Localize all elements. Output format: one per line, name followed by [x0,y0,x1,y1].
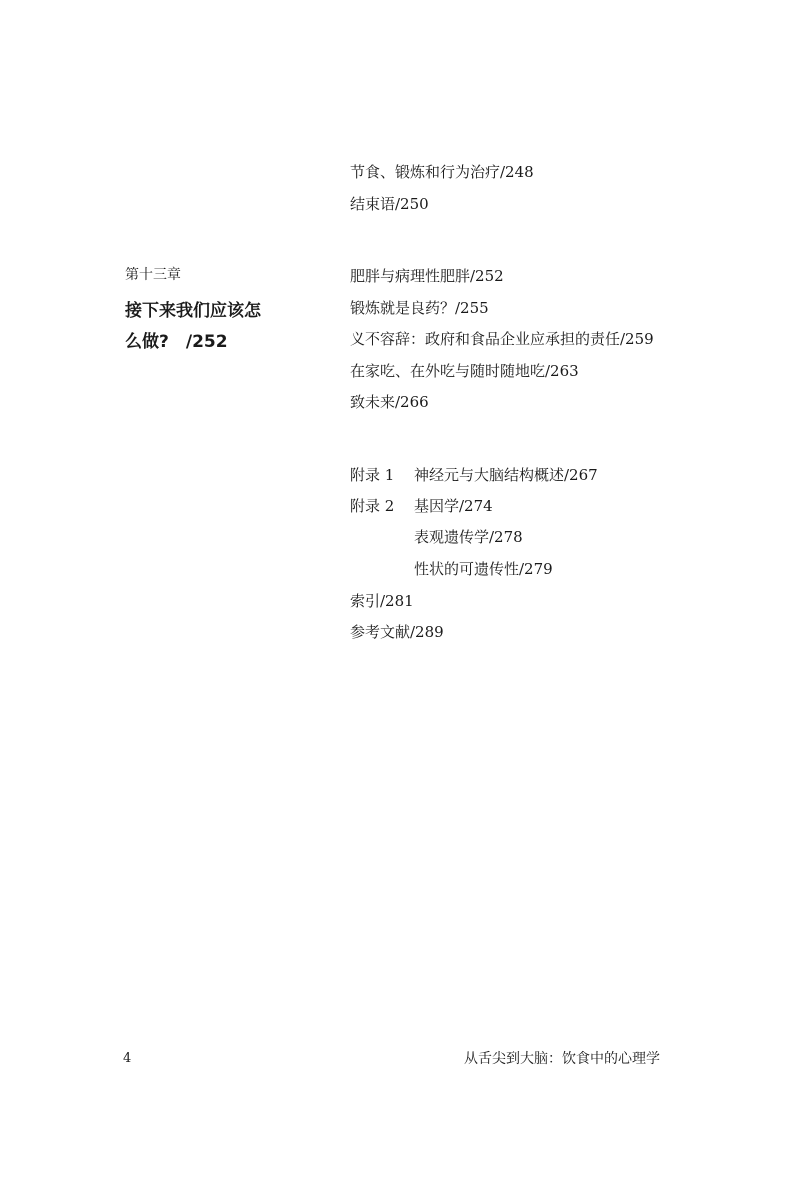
toc-entry: 参考文献/289 [350,623,444,641]
toc-entry: 致未来/266 [350,393,429,411]
appendix-title: 基因学/274 [414,497,493,515]
chapter-title [125,296,295,358]
toc-entry: 索引/281 [350,592,414,610]
appendix-subentry: 表观遗传学/278 [414,528,523,546]
appendix-number: 附录 2 [350,497,395,515]
chapter-label: 第十三章 [125,267,181,283]
toc-entry: 锻炼就是良药？/255 [350,299,489,317]
chapter-title-line: 么做? /252 [125,332,228,352]
appendix-subentry: 性状的可遗传性/279 [414,560,553,578]
toc-entry: 肥胖与病理性肥胖/252 [350,267,504,285]
appendix-number: 附录 1 [350,466,395,484]
toc-entry: 在家吃、在外吃与随时随地吃/263 [350,362,579,380]
toc-entry: 结束语/250 [350,195,429,213]
chapter-title-line: 接下来我们应该怎 [125,301,261,321]
appendix-title: 神经元与大脑结构概述/267 [414,466,598,484]
appendix-entry [350,465,598,485]
page-number: 4 [123,1051,132,1066]
toc-entry: 义不容辞：政府和食品企业应承担的责任/259 [350,330,654,348]
toc-entry: 节食、锻炼和行为治疗/248 [350,163,534,181]
running-footer-title: 从舌尖到大脑：饮食中的心理学 [464,1051,660,1067]
appendix-entry [350,496,493,516]
